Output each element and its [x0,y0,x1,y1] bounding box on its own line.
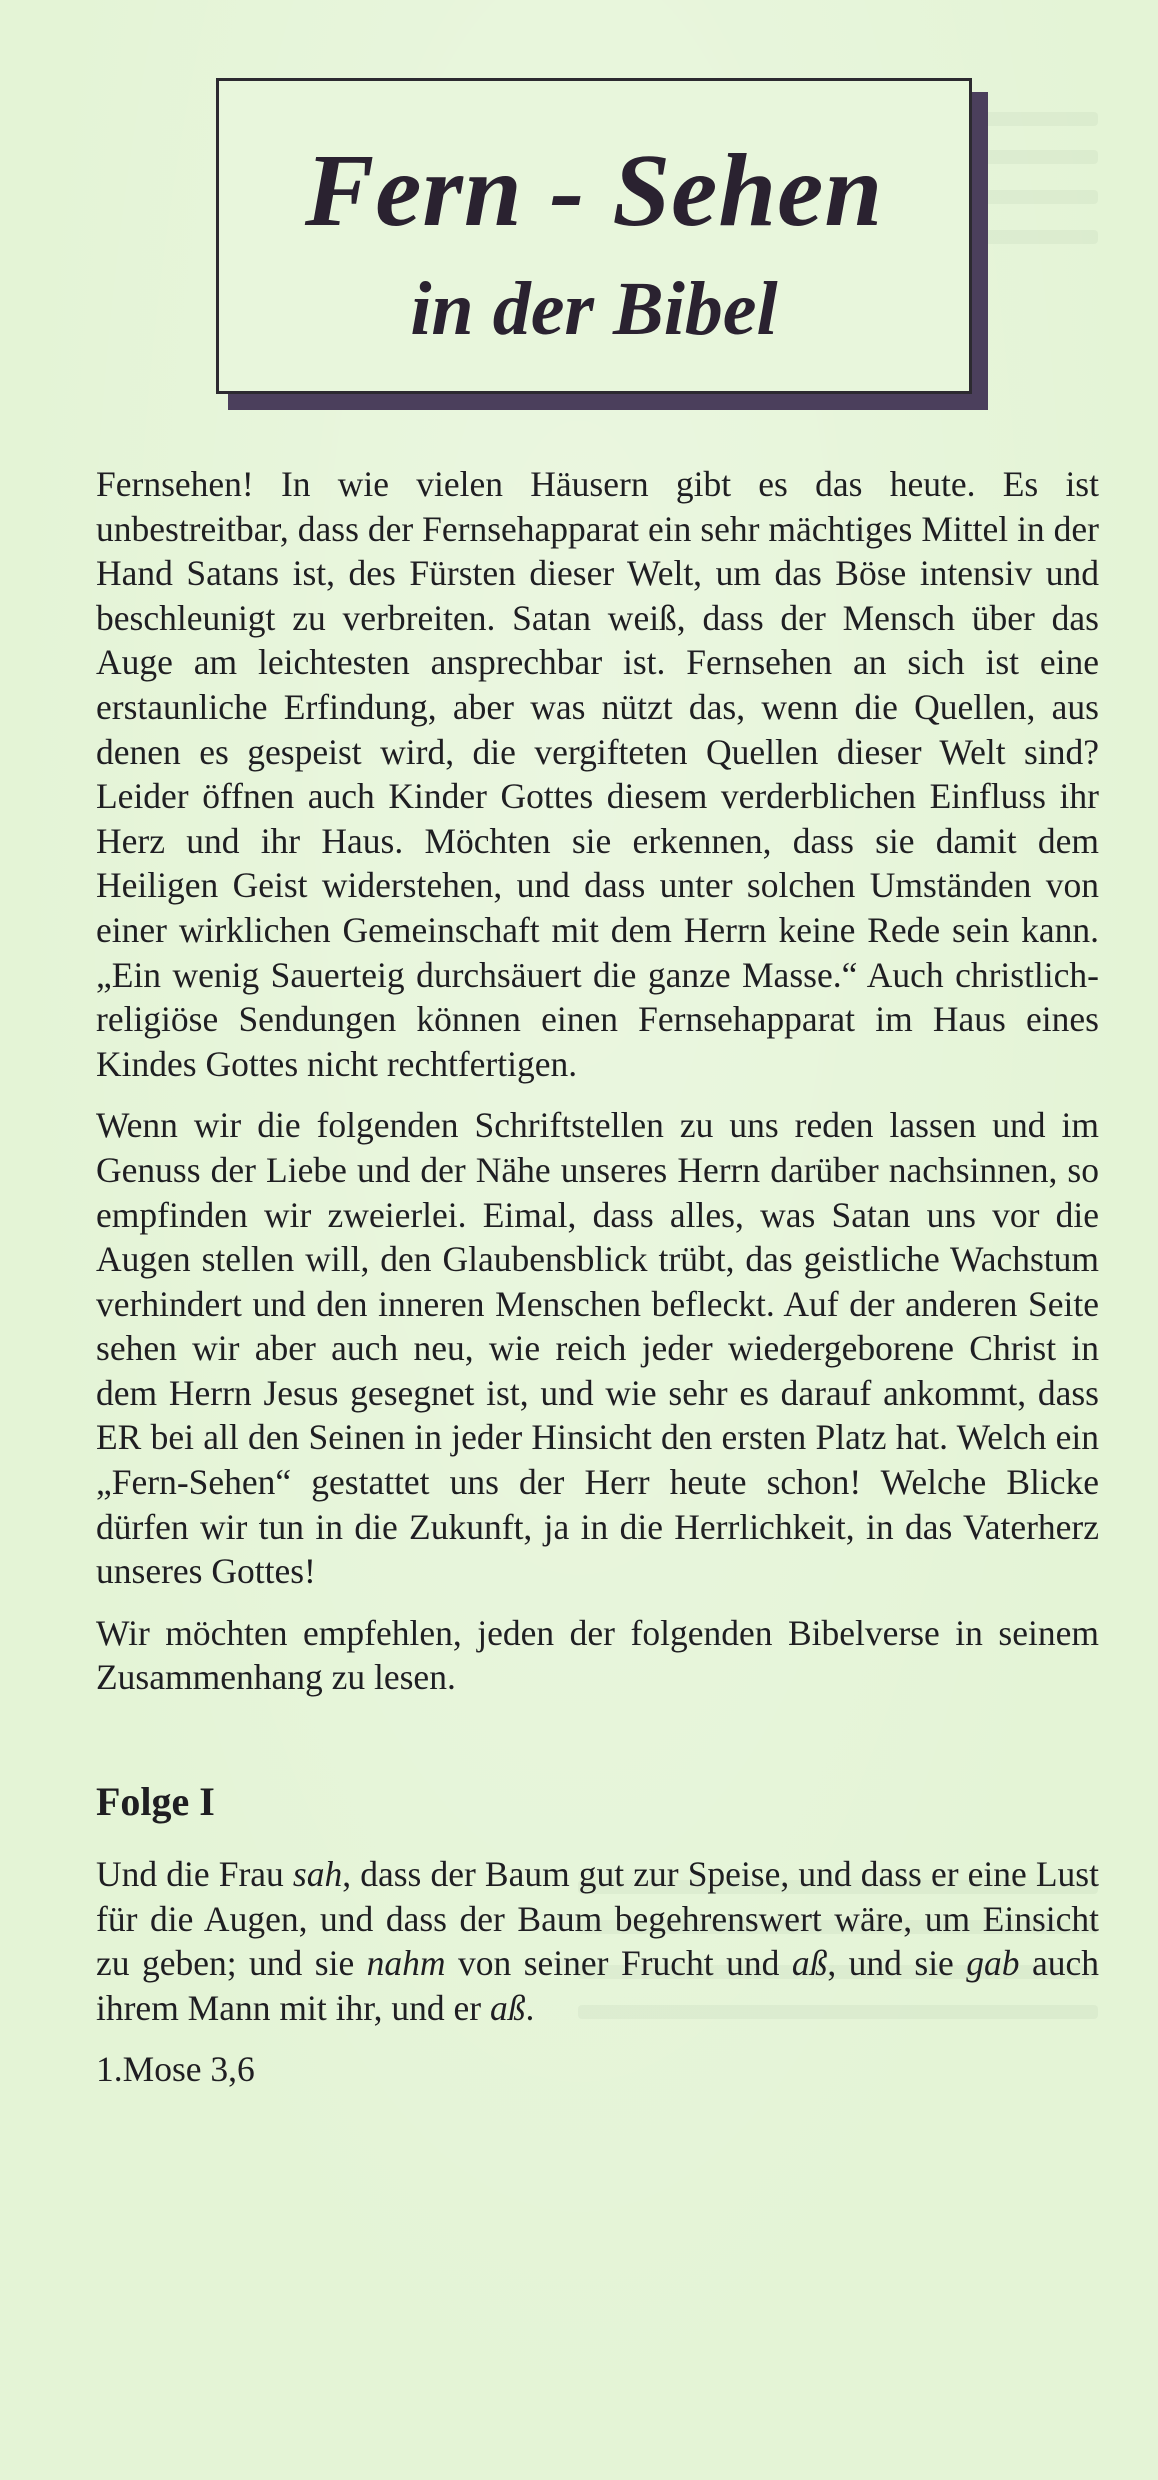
paragraph-recommendation: Wir möchten empfehlen, jeden der folgenden Bibelverse in seinem Zusammenhang zu lesen. [96,1612,1099,1698]
page-title: Fern - Sehen [304,133,884,248]
verse-emphasis: nahm [366,1943,446,1984]
section-heading: Folge I [96,1779,215,1825]
verse-emphasis: sah [292,1854,343,1895]
verse-emphasis: gab [966,1943,1020,1984]
verse-text: , und sie [827,1943,967,1984]
verse-text: , dass der Baum gut zur Speise, und dass er eine Lust für die Augen, und dass der Baum begehrenswert wäre, um Einsicht zu geben; und sie [96,1854,1099,1984]
verse-reference: 1.Mose 3,6 [96,2049,255,2090]
page-subtitle: in der Bibel [410,267,778,351]
title-box [216,78,972,394]
verse-text: von seiner Frucht und [445,1943,792,1984]
verse-emphasis: aß [791,1943,828,1984]
verse-text: . [525,1987,535,2028]
paragraph-intro: Fernsehen! In wie vielen Häusern gibt es das heute. Es ist unbestreitbar, dass der Fernsehapparat ein sehr mächtiges Mittel in der Hand Satans ist, des Fürsten dieser Welt, um das Böse intensiv und beschleunigt zu verbreiten. Satan weiß, dass der Mensch über das Auge am leichtesten ansprechbar ist. Fernsehen an sich ist eine erstaunliche Erfindung, aber was nützt das, wenn die Quellen, aus denen es gespeist wird, die vergifteten Quellen dieser Welt sind? Leider öffnen auch Kinder Gottes diesem verderblichen Einfluss ihr Herz und ihr Haus. Möchten sie erkennen, dass sie damit dem Heiligen Geist widerstehen, und dass unter solchen Umständen von einer wirklichen Gemeinschaft mit dem Herrn keine Rede sein kann. „Ein wenig Sauerteig durchsäuert die ganze Masse.“ Auch christlich-religiöse Sendungen können einen Fernsehapparat im Haus eines Kindes Gottes nicht rechtfertigen. [96,464,1099,1084]
verse-text: auch ihrem Mann mit ihr, und er [96,1943,1100,2028]
article-body [96,462,1099,2109]
bible-verse [96,1852,1099,2030]
paragraph-scriptures: Wenn wir die folgenden Schriftstellen zu uns reden lassen und im Genuss der Liebe und der Nähe unseres Herrn darüber nachsinnen, so empfinden wir zweierlei. Eimal, dass alles, was Satan uns vor die Augen stellen will, den Glaubensblick trübt, das geistliche Wachstum verhindert und den inneren Menschen befleckt. Auf der anderen Seite sehen wir aber auch neu, wie reich jeder wiedergeborene Christ in dem Herrn Jesus gesegnet ist, und wie sehr es darauf ankommt, dass ER bei all den Seinen in jeder Hinsicht den ersten Platz hat. Welch ein „Fern-Sehen“ gestattet uns der Herr heute schon! Welche Blicke dürfen wir tun in die Zukunft, ja in die Herrlichkeit, in das Vaterherz unseres Gottes! [96,1105,1099,1592]
verse-emphasis: aß [489,1987,526,2028]
verse-text: Und die Frau [96,1854,293,1895]
